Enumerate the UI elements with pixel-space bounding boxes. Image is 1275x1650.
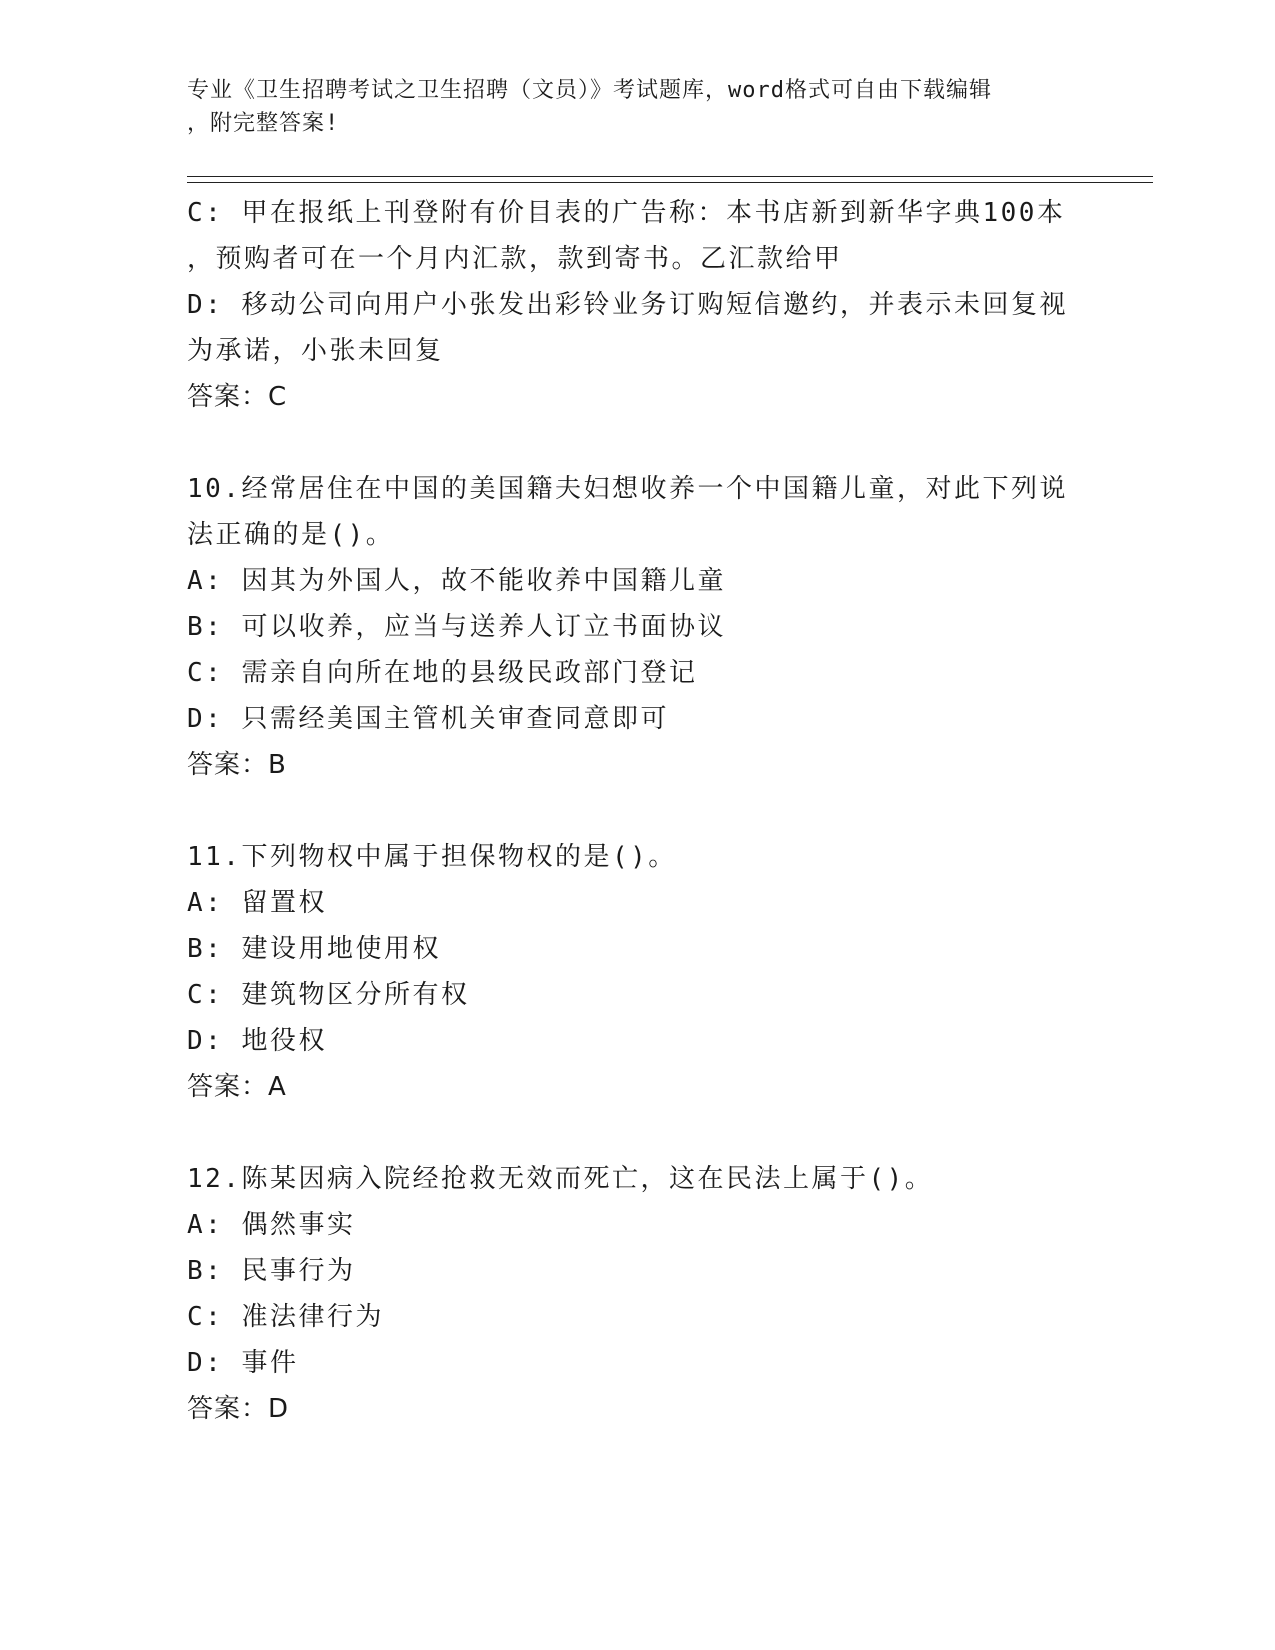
- option-c: C: 需亲自向所在地的县级民政部门登记: [187, 658, 698, 688]
- question-12: [187, 1156, 1087, 1432]
- option-c-line-2: ，预购者可在一个月内汇款，款到寄书。乙汇款给甲: [187, 244, 843, 274]
- answer: 答案：C: [187, 382, 288, 412]
- option-a: A: 留置权: [187, 888, 327, 918]
- question-stem: 11.下列物权中属于担保物权的是()。: [187, 842, 677, 872]
- option-d: D: 只需经美国主管机关审查同意即可: [187, 704, 669, 734]
- option-c: C: 准法律行为: [187, 1302, 384, 1332]
- option-b: B: 可以收养，应当与送养人订立书面协议: [187, 612, 726, 642]
- option-d-line-1: D: 移动公司向用户小张发出彩铃业务订购短信邀约，并表示未回复视: [187, 290, 1068, 320]
- header-rule-top: [187, 176, 1153, 177]
- header-line-2: ，附完整答案!: [187, 111, 340, 136]
- header-rule-bottom: [187, 182, 1153, 183]
- question-10: [187, 466, 1087, 788]
- option-d: D: 地役权: [187, 1026, 327, 1056]
- question-stem: 12.陈某因病入院经抢救无效而死亡，这在民法上属于()。: [187, 1164, 934, 1194]
- option-c: C: 建筑物区分所有权: [187, 980, 470, 1010]
- header-line-1: 专业《卫生招聘考试之卫生招聘（文员）》考试题库，word格式可自由下载编辑: [187, 78, 992, 103]
- option-b: B: 建设用地使用权: [187, 934, 441, 964]
- option-a: A: 偶然事实: [187, 1210, 356, 1240]
- previous-question-tail: [187, 190, 1087, 420]
- answer: 答案：A: [187, 1072, 287, 1102]
- answer: 答案：B: [187, 750, 287, 780]
- option-a: A: 因其为外国人，故不能收养中国籍儿童: [187, 566, 726, 596]
- question-11: [187, 834, 1087, 1110]
- question-stem-line-2: 法正确的是()。: [187, 520, 395, 550]
- document-header: [187, 74, 1087, 140]
- option-b: B: 民事行为: [187, 1256, 356, 1286]
- document-body: [187, 190, 1087, 1432]
- question-stem-line-1: 10.经常居住在中国的美国籍夫妇想收养一个中国籍儿童，对此下列说: [187, 474, 1068, 504]
- option-d-line-2: 为承诺，小张未回复: [187, 336, 444, 366]
- option-c-line-1: C: 甲在报纸上刊登附有价目表的广告称：本书店新到新华字典100本: [187, 198, 1066, 228]
- option-d: D: 事件: [187, 1348, 299, 1378]
- answer: 答案：D: [187, 1394, 290, 1424]
